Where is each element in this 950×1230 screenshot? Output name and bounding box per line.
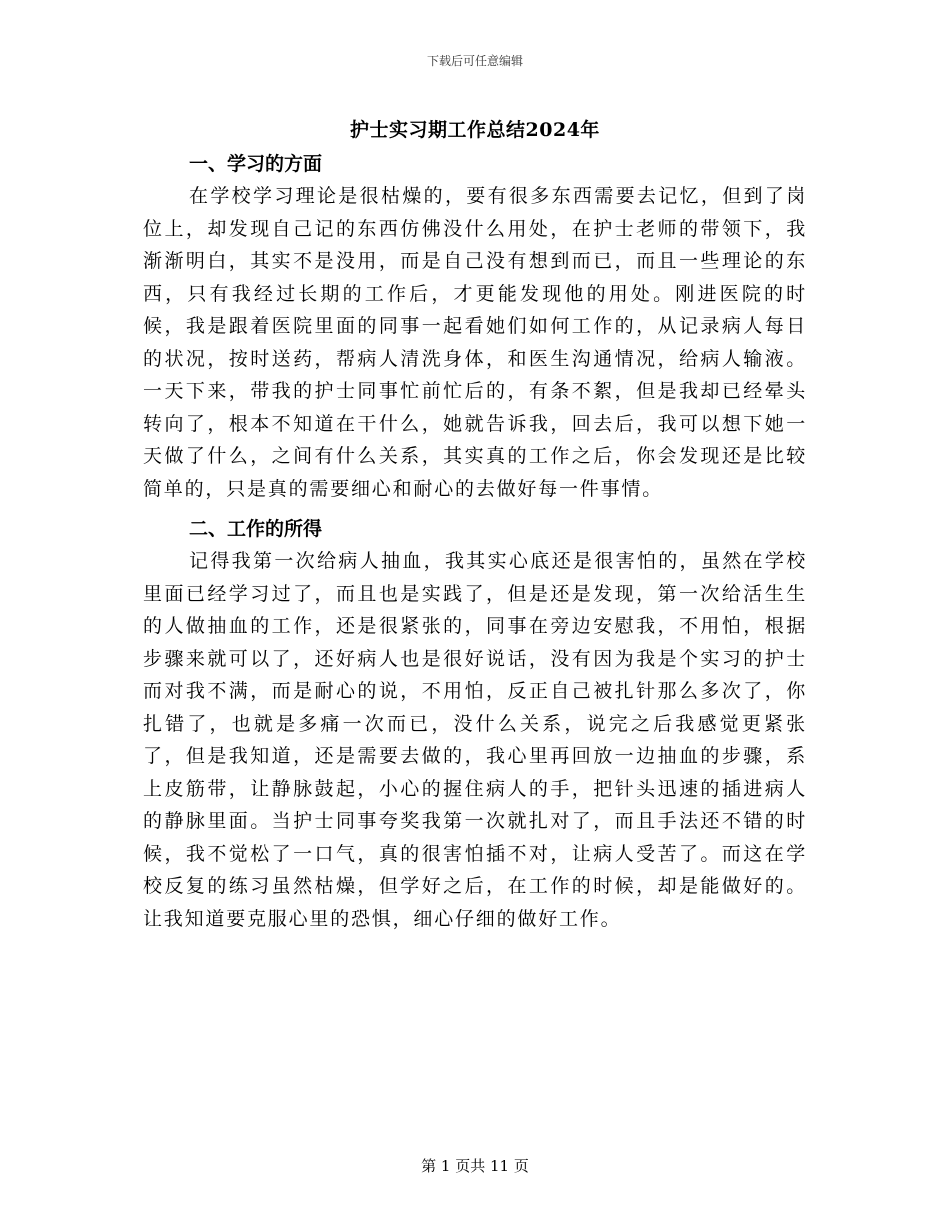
section-heading-work: 二、工作的所得: [189, 518, 323, 540]
page-number-footer: 第 1 页共 11 页: [421, 1157, 529, 1175]
section-heading-study: 一、学习的方面: [189, 153, 323, 175]
page-header-note: 下载后可任意编辑: [426, 54, 523, 68]
section-paragraph-work: 记得我第一次给病人抽血，我其实心底还是很害怕的，虽然在学校里面已经学习过了，而且也是实践了，但是还是发现，第一次给活生生的人做抽血的工作，还是很紧张的，同事在旁边安慰我，不用怕，根据步骤来就可以了，还好病人也是很好说话，没有因为我是个实习的护士而对我不满，而是耐心的说，不用怕，反正自己被扎针那么多次了，你扎错了，也就是多痛一次而已，没什么关系，说完之后我感觉更紧张了，但是我知道，还是需要去做的，我心里再回放一边抽血的步骤，系上皮筋带，让静脉鼓起，小心的握住病人的手，把针头迅速的插进病人的静脉里面。当护士同事夸奖我第一次就扎对了，而且手法还不错的时候，我不觉松了一口气，真的很害怕插不对，让病人受苦了。而这在学校反复的练习虽然枯燥，但学好之后，在工作的时候，却是能做好的。让我知道要克服心里的恐惧，细心仔细的做好工作。: [143, 550, 807, 930]
document-body: [143, 148, 807, 935]
section-paragraph-study: 在学校学习理论是很枯燥的，要有很多东西需要去记忆，但到了岗位上，却发现自己记的东西仿佛没什么用处，在护士老师的带领下，我渐渐明白，其实不是没用，而是自己没有想到而已，而且一些理论的东西，只有我经过长期的工作后，才更能发现他的用处。刚进医院的时候，我是跟着医院里面的同事一起看她们如何工作的，从记录病人每日的状况，按时送药，帮病人清洗身体，和医生沟通情况，给病人输液。一天下来，带我的护士同事忙前忙后的，有条不絮，但是我却已经晕头转向了，根本不知道在干什么，她就告诉我，回去后，我可以想下她一天做了什么，之间有什么关系，其实真的工作之后，你会发现还是比较简单的，只是真的需要细心和耐心的去做好每一件事情。: [143, 185, 807, 500]
section-spacer: [143, 505, 807, 513]
document-title: 护士实习期工作总结2024年: [350, 119, 600, 141]
